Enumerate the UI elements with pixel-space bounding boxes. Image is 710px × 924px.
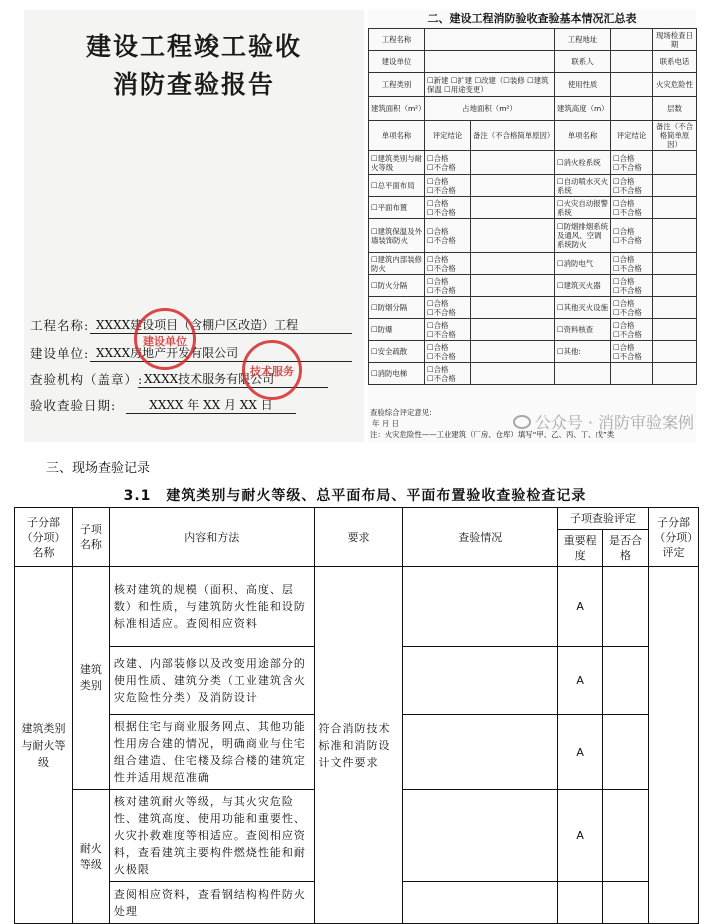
- summary-cell: [611, 29, 653, 51]
- summary-cell: 现场检查日期: [653, 29, 697, 51]
- col-subpart-header: 子分部（分项）名称: [15, 508, 73, 567]
- pass-checkbox[interactable]: ☐合格: [613, 320, 635, 330]
- summary-table: [368, 28, 697, 385]
- summary-cell: [611, 73, 653, 97]
- builder-value: XXXX房地产开发有限公司: [90, 344, 352, 362]
- fail-checkbox[interactable]: ☐不合格: [427, 373, 456, 383]
- summary-empty-cell: [471, 319, 555, 341]
- fail-checkbox[interactable]: ☐不合格: [613, 162, 642, 172]
- col-result-header: 查验情况: [403, 508, 558, 567]
- project-name-value: XXXX建设项目（含棚户区改造）工程: [90, 316, 352, 334]
- cover-title-line1: 建设工程竣工验收: [85, 32, 302, 61]
- wechat-watermark: [513, 410, 694, 433]
- summary-empty-cell: [471, 275, 555, 297]
- pass-checkbox[interactable]: ☐合格: [613, 153, 635, 163]
- summary-empty-cell: [653, 319, 697, 341]
- pass-checkbox[interactable]: ☐合格: [427, 198, 449, 208]
- summary-empty-cell: [611, 363, 653, 385]
- project-name-label: 工程名称:: [30, 318, 90, 333]
- rating-cell[interactable]: [611, 175, 653, 197]
- summary-cell: ☐安全疏散: [369, 341, 425, 363]
- pass-checkbox[interactable]: ☐合格: [427, 276, 449, 286]
- summary-header: 单项名称: [369, 121, 425, 151]
- table-row: [369, 297, 697, 319]
- summary-cell: ☐消火栓系统: [555, 151, 611, 175]
- rating-cell[interactable]: [611, 341, 653, 363]
- rating-cell[interactable]: [611, 319, 653, 341]
- inspection-result-cell[interactable]: [403, 790, 558, 882]
- watermark-text: 公众号 · 消防审验案例: [534, 413, 694, 432]
- summary-empty-cell: [471, 363, 555, 385]
- summary-header: 评定结论: [611, 121, 653, 151]
- table-row: [369, 319, 697, 341]
- inspection-result-cell[interactable]: [403, 715, 558, 790]
- summary-cell: 火灾危险性: [653, 73, 697, 97]
- pass-checkbox[interactable]: ☐合格: [427, 298, 449, 308]
- summary-cell: [425, 51, 555, 73]
- pass-checkbox[interactable]: ☐合格: [427, 176, 449, 186]
- fail-checkbox[interactable]: ☐不合格: [613, 351, 642, 361]
- summary-cell: ☐新建 ☐扩建 ☐改建（☐装修 ☐建筑保温 ☐用途变更）: [425, 73, 555, 97]
- inspection-record-table: [14, 507, 699, 924]
- pass-checkbox[interactable]: ☐合格: [427, 226, 449, 236]
- table-row: [369, 29, 697, 51]
- inspection-org-value: XXXX技术服务有限公司: [138, 370, 328, 388]
- summary-cell: 工程地址: [555, 29, 611, 51]
- summary-empty-cell: [471, 253, 555, 275]
- summary-empty-cell: [471, 175, 555, 197]
- subpart-evaluation-cell[interactable]: [648, 567, 698, 924]
- fail-checkbox[interactable]: ☐不合格: [427, 185, 456, 195]
- content-method-cell: 核对建筑的规模（面积、高度、层数）和性质，与建筑防火性能和设防标准相适应。查阅相应资料: [109, 567, 314, 647]
- summary-empty-cell: [653, 253, 697, 275]
- fail-checkbox[interactable]: ☐不合格: [613, 263, 642, 273]
- pass-checkbox[interactable]: ☐合格: [613, 254, 635, 264]
- rating-cell[interactable]: [611, 197, 653, 219]
- col-requirement-header: 要求: [314, 508, 403, 567]
- summary-cell: [611, 97, 653, 121]
- summary-empty-cell: [471, 297, 555, 319]
- rating-cell[interactable]: [425, 363, 471, 385]
- content-method-cell: 核对建筑耐火等级，与其火灾危险性、建筑高度、使用功能和重要性、火灾扑救难度等相适应。查阅相应资料，查看建筑主要构件燃烧性能和耐火极限: [109, 790, 314, 882]
- overall-opinion-label: 查验综合评定意见:: [370, 408, 432, 417]
- rating-cell[interactable]: [425, 197, 471, 219]
- fail-checkbox[interactable]: ☐不合格: [613, 185, 642, 195]
- summary-cell: 使用性质: [555, 73, 611, 97]
- summary-cell: ☐其他:: [555, 341, 611, 363]
- fail-checkbox[interactable]: ☐不合格: [613, 235, 642, 245]
- pass-checkbox[interactable]: ☐合格: [427, 364, 449, 374]
- pass-checkbox[interactable]: ☐合格: [613, 298, 635, 308]
- inspection-result-cell[interactable]: [403, 647, 558, 715]
- summary-cell: ☐消防电梯: [369, 363, 425, 385]
- summary-cell: ☐建筑灭火器: [555, 275, 611, 297]
- table-row: [15, 567, 699, 647]
- summary-cell: 联系电话: [653, 51, 697, 73]
- record-table-title: 3.1 建筑类别与耐火等级、总平面布局、平面布置验收查验检查记录: [123, 488, 587, 504]
- rating-cell[interactable]: [425, 253, 471, 275]
- table-row: [369, 219, 697, 253]
- summary-empty-cell: [653, 219, 697, 253]
- qualified-cell[interactable]: [603, 882, 649, 924]
- content-method-cell: 根据住宅与商业服务网点、其他功能性用房合建的情况，明确商业与住宅组合建造、住宅楼及综合楼的建筑定性并适用规范准确: [109, 715, 314, 790]
- summary-cell: ☐建筑内部装修防火: [369, 253, 425, 275]
- summary-title: 二、建设工程消防验收查验基本情况汇总表: [427, 12, 637, 25]
- pass-checkbox[interactable]: ☐合格: [613, 342, 635, 352]
- fail-checkbox[interactable]: ☐不合格: [427, 329, 456, 339]
- summary-header: 单项名称: [555, 121, 611, 151]
- summary-empty-cell: [653, 197, 697, 219]
- summary-empty-cell: [653, 275, 697, 297]
- rating-cell[interactable]: [425, 151, 471, 175]
- record-body: [15, 567, 699, 924]
- table-row: [369, 51, 697, 73]
- col-evaluation-header: 子分部（分项）评定: [648, 508, 698, 567]
- fail-checkbox[interactable]: ☐不合格: [613, 285, 642, 295]
- inspection-org-label: 查验机构（盖章）:: [30, 372, 144, 387]
- table-row: [369, 175, 697, 197]
- summary-cell: 建筑高度（m）: [555, 97, 611, 121]
- table-row: [369, 341, 697, 363]
- fail-checkbox[interactable]: ☐不合格: [427, 207, 456, 217]
- importance-cell: A: [558, 567, 603, 647]
- fail-checkbox[interactable]: ☐不合格: [427, 307, 456, 317]
- pass-checkbox[interactable]: ☐合格: [613, 226, 635, 236]
- rating-cell[interactable]: [425, 341, 471, 363]
- rating-cell[interactable]: [425, 175, 471, 197]
- summary-cell: ☐平面布置: [369, 197, 425, 219]
- col-importance-header: 重要程度: [558, 530, 603, 567]
- summary-cell: ☐自动喷水灭火系统: [555, 175, 611, 197]
- pass-checkbox[interactable]: ☐合格: [613, 176, 635, 186]
- summary-cell: ☐防火分隔: [369, 275, 425, 297]
- inspection-date-value: XXXX 年 XX 月 XX 日: [126, 396, 296, 414]
- summary-cell: ☐建筑保温及外墙装饰防火: [369, 219, 425, 253]
- summary-empty-cell: [555, 363, 611, 385]
- content-method-cell: 查阅相应资料，查看钢结构构件防火处理: [109, 882, 314, 924]
- pass-checkbox[interactable]: ☐合格: [427, 153, 449, 163]
- summary-empty-cell: [653, 341, 697, 363]
- table-row: [369, 73, 697, 97]
- summary-empty-cell: [653, 175, 697, 197]
- pass-checkbox[interactable]: ☐合格: [613, 276, 635, 286]
- summary-items: [369, 151, 697, 385]
- summary-cell: [425, 29, 555, 51]
- inspection-result-cell[interactable]: [403, 567, 558, 647]
- pass-checkbox[interactable]: ☐合格: [427, 342, 449, 352]
- summary-cell: ☐资料核查: [555, 319, 611, 341]
- summary-cell: 层数: [653, 97, 697, 121]
- summary-empty-cell: [471, 151, 555, 175]
- summary-cell: ☐其他灭火设施: [555, 297, 611, 319]
- rating-cell[interactable]: [425, 319, 471, 341]
- rating-cell[interactable]: [425, 219, 471, 253]
- fail-checkbox[interactable]: ☐不合格: [427, 235, 456, 245]
- inspection-date-label: 验收查验日期:: [30, 398, 117, 413]
- section-heading: 三、现场查验记录: [46, 461, 151, 476]
- fail-checkbox[interactable]: ☐不合格: [427, 351, 456, 361]
- summary-cell: 联系人: [555, 51, 611, 73]
- table-row: [369, 253, 697, 275]
- subpart-name-cell: 建筑类别与耐火等级: [15, 567, 73, 924]
- fail-checkbox[interactable]: ☐不合格: [613, 307, 642, 317]
- col-group-header: 子项查验评定: [558, 508, 649, 530]
- qualified-cell[interactable]: [603, 567, 649, 647]
- cover-title: [24, 28, 364, 104]
- qualified-cell[interactable]: [603, 790, 649, 882]
- opinion-date: 年 月 日: [372, 419, 399, 428]
- importance-cell: A: [558, 715, 603, 790]
- rating-cell[interactable]: [611, 297, 653, 319]
- report-cover: [24, 10, 364, 442]
- qualified-cell[interactable]: [603, 647, 649, 715]
- col-content-header: 内容和方法: [109, 508, 314, 567]
- cover-title-line2: 消防查验报告: [112, 70, 275, 99]
- summary-empty-cell: [471, 219, 555, 253]
- inspection-result-cell[interactable]: [403, 882, 558, 924]
- qualified-cell[interactable]: [603, 715, 649, 790]
- summary-header: 备注（不合格简单原因）: [653, 121, 697, 151]
- summary-cell: ☐建筑类别与耐火等级: [369, 151, 425, 175]
- summary-cell: 占地面积（m²）: [425, 97, 555, 121]
- table-row: [369, 363, 697, 385]
- fail-checkbox[interactable]: ☐不合格: [427, 285, 456, 295]
- col-qualified-header: 是否合格: [603, 530, 649, 567]
- summary-empty-cell: [471, 341, 555, 363]
- pass-checkbox[interactable]: ☐合格: [427, 254, 449, 264]
- rating-cell[interactable]: [611, 253, 653, 275]
- importance-cell: [558, 882, 603, 924]
- subitem-name-cell: 耐火等级: [72, 790, 109, 924]
- summary-empty-cell: [471, 197, 555, 219]
- requirement-cell: 符合消防技术标准和消防设计文件要求: [314, 567, 403, 924]
- wechat-icon: [513, 415, 531, 429]
- importance-cell: A: [558, 647, 603, 715]
- summary-cell: 建筑面积（m²）: [369, 97, 425, 121]
- inspection-seal-stamp: [242, 340, 302, 400]
- importance-cell: A: [558, 790, 603, 882]
- builder-seal-text: 建设单位: [143, 335, 187, 348]
- table-row: [369, 197, 697, 219]
- table-row: [369, 151, 697, 175]
- summary-sheet: [368, 10, 696, 442]
- fail-checkbox[interactable]: ☐不合格: [427, 263, 456, 273]
- pass-checkbox[interactable]: ☐合格: [613, 198, 635, 208]
- summary-empty-cell: [653, 297, 697, 319]
- summary-cell: ☐总平面布局: [369, 175, 425, 197]
- summary-cell: ☐防爆: [369, 319, 425, 341]
- builder-label: 建设单位:: [30, 346, 90, 361]
- summary-header: 备注（不合格简单原因）: [471, 121, 555, 151]
- summary-empty-cell: [653, 151, 697, 175]
- table-row: [369, 121, 697, 151]
- table-row: [369, 275, 697, 297]
- inspection-date-field: [30, 396, 296, 414]
- rating-cell[interactable]: [611, 275, 653, 297]
- table-header-row: [15, 508, 699, 530]
- table-row: [369, 97, 697, 121]
- summary-cell: 建设单位: [369, 51, 425, 73]
- footnote: 注：火灾危险性——工业建筑（厂房、仓库）填写“甲、乙、丙、丁、戊”类: [370, 430, 615, 439]
- summary-cell: ☐防烟分隔: [369, 297, 425, 319]
- summary-header: 评定结论: [425, 121, 471, 151]
- summary-cell: ☐防烟排烟系统及通风、空调系统防火: [555, 219, 611, 253]
- summary-cell: ☐消防电气: [555, 253, 611, 275]
- rating-cell[interactable]: [425, 297, 471, 319]
- rating-cell[interactable]: [425, 275, 471, 297]
- pass-checkbox[interactable]: ☐合格: [427, 320, 449, 330]
- summary-empty-cell: [653, 363, 697, 385]
- col-subitem-header: 子项名称: [72, 508, 109, 567]
- summary-cell: 工程名称: [369, 29, 425, 51]
- fail-checkbox[interactable]: ☐不合格: [613, 329, 642, 339]
- builder-seal-stamp: [134, 308, 196, 370]
- summary-cell: [611, 51, 653, 73]
- rating-cell[interactable]: [611, 151, 653, 175]
- fail-checkbox[interactable]: ☐不合格: [427, 162, 456, 172]
- summary-cell: ☐火灾自动报警系统: [555, 197, 611, 219]
- fail-checkbox[interactable]: ☐不合格: [613, 207, 642, 217]
- rating-cell[interactable]: [611, 219, 653, 253]
- subitem-name-cell: 建筑类别: [72, 567, 109, 790]
- summary-cell: 工程类别: [369, 73, 425, 97]
- content-method-cell: 改建、内部装修以及改变用途部分的使用性质、建筑分类（工业建筑含火灾危险性分类）及消防设计: [109, 647, 314, 715]
- inspection-seal-text: 技术服务: [250, 365, 294, 378]
